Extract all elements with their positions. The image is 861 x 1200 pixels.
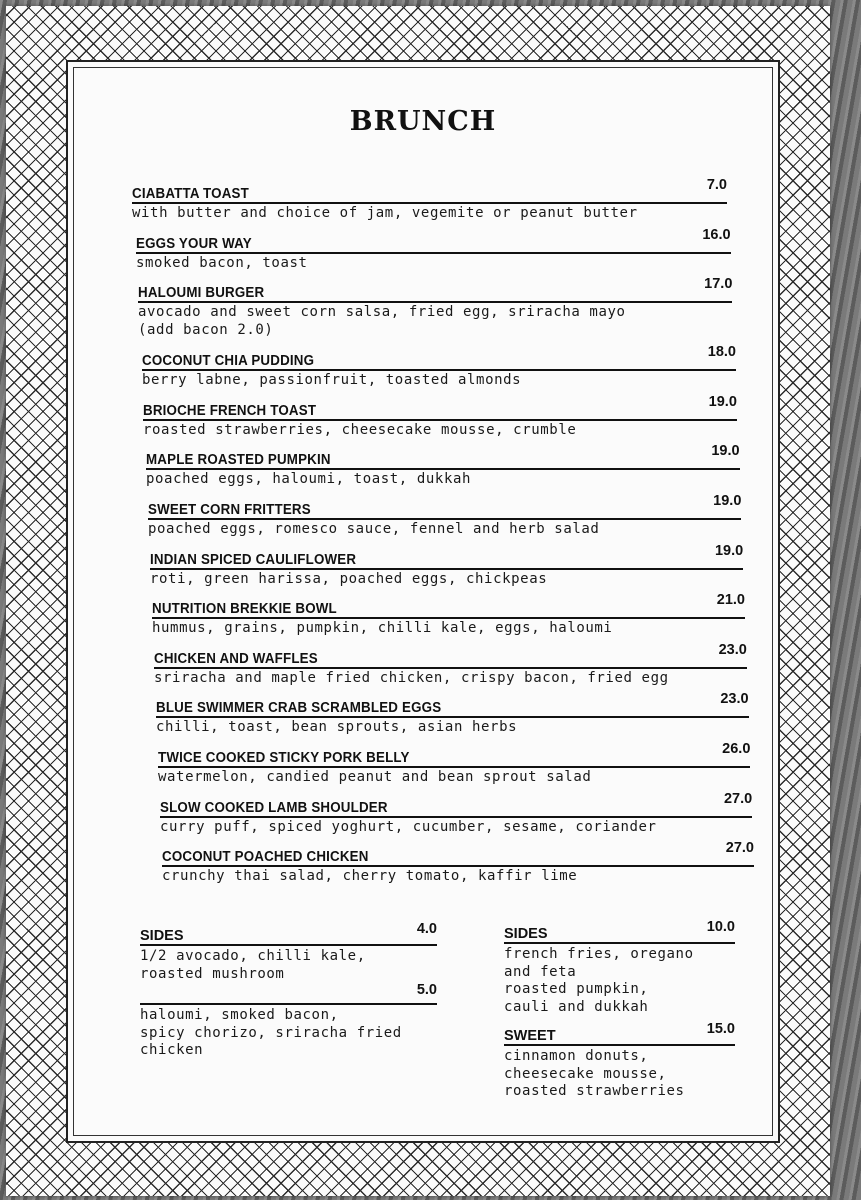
menu-item-name: CHICKEN AND WAFFLES — [154, 650, 318, 667]
menu-item-header — [162, 840, 754, 867]
menu-item-price: 16.0 — [702, 226, 731, 243]
menu-item-description: curry puff, spiced yoghurt, cucumber, sesame, coriander — [160, 818, 657, 835]
menu-item-name: BLUE SWIMMER CRAB SCRAMBLED EGGS — [156, 700, 442, 717]
sides-left-header — [140, 922, 437, 946]
menu-item — [152, 592, 745, 645]
menu-item-description: berry labne, passionfruit, toasted almonds — [142, 372, 522, 389]
menu-item-description: smoked bacon, toast — [136, 254, 308, 271]
menu-item-description: poached eggs, romesco sauce, fennel and herb salad — [148, 520, 600, 537]
menu-item-description: roasted strawberries, cheesecake mousse, crumble — [143, 421, 577, 438]
sides-left-desc-a — [140, 948, 437, 983]
sides-left-divider — [140, 983, 437, 1005]
menu-item-name: SLOW COOKED LAMB SHOULDER — [160, 799, 388, 816]
sides-left-name: SIDES — [140, 928, 184, 944]
menu-item — [160, 790, 753, 844]
desc-line: roasted pumpkin, — [504, 981, 649, 997]
menu-item-header — [156, 691, 749, 718]
sweet-header — [504, 1022, 735, 1046]
desc-line: cheesecake mousse, — [504, 1065, 667, 1082]
menu-item — [156, 691, 749, 744]
menu-item-header — [148, 492, 742, 520]
desc-line: cinnamon donuts, — [504, 1048, 649, 1064]
menu-item-price: 17.0 — [704, 276, 733, 293]
sides-right-price: 10.0 — [706, 919, 735, 935]
menu-item-price: 18.0 — [707, 344, 736, 361]
menu-item-price: 23.0 — [720, 691, 749, 708]
menu-item-header — [160, 790, 753, 818]
menu-item-description: crunchy thai salad, cherry tomato, kaffir lime — [162, 868, 578, 885]
desc-line: haloumi, smoked bacon, — [140, 1007, 339, 1023]
menu-item-price: 7.0 — [706, 177, 727, 193]
desc-line: roasted mushroom — [140, 965, 285, 982]
menu-item-name: MAPLE ROASTED PUMPKIN — [146, 452, 331, 469]
menu-item — [150, 542, 744, 596]
menu-item — [143, 393, 737, 447]
menu-item — [132, 177, 727, 230]
menu-item-description: watermelon, candied peanut and bean sprout salad — [158, 768, 592, 785]
sweet-name: SWEET — [504, 1028, 556, 1044]
menu-item-header — [154, 641, 747, 669]
menu-item-description: with butter and choice of jam, vegemite or peanut butter — [132, 205, 638, 221]
sweet-price: 15.0 — [706, 1021, 735, 1037]
sides-left-price-b: 5.0 — [416, 982, 437, 998]
menu-item — [136, 226, 731, 280]
brunch-items-list — [70, 177, 754, 893]
menu-item-price: 21.0 — [716, 592, 745, 609]
desc-line: 1/2 avocado, chilli kale, — [140, 948, 366, 964]
menu-item-price: 23.0 — [718, 641, 747, 658]
menu-item-price: 19.0 — [711, 443, 740, 460]
desc-line: chicken — [140, 1042, 204, 1058]
sides-right-desc — [504, 946, 735, 1016]
menu-item — [162, 840, 754, 893]
menu-item-header — [150, 542, 744, 570]
menu-item-name: BRIOCHE FRENCH TOAST — [143, 402, 317, 419]
menu-item-header — [138, 276, 733, 303]
menu-item-header — [136, 226, 731, 254]
sides-right-block — [504, 920, 735, 1101]
sides-left-block — [140, 922, 437, 1060]
menu-item-name: COCONUT CHIA PUDDING — [142, 353, 315, 370]
desc-line: cauli and dukkah — [504, 998, 649, 1015]
sides-left-desc-b — [140, 1007, 437, 1060]
menu-item-price: 26.0 — [722, 740, 751, 757]
menu-item-name: INDIAN SPICED CAULIFLOWER — [150, 551, 357, 568]
sides-left-price-a: 4.0 — [416, 921, 437, 937]
menu-item-price: 19.0 — [714, 542, 744, 559]
menu-item-price: 27.0 — [723, 790, 753, 807]
menu-item-price: 19.0 — [708, 393, 737, 410]
menu-item-header — [142, 344, 736, 371]
menu-item-header — [152, 592, 745, 619]
menu-item-description: avocado and sweet corn salsa, fried egg, sriracha mayo — [138, 304, 626, 321]
menu-item — [148, 492, 742, 546]
menu-item-price: 27.0 — [725, 840, 754, 857]
menu-item-description: (add bacon 2.0) — [138, 322, 274, 339]
menu-item-description: poached eggs, haloumi, toast, dukkah — [146, 471, 472, 488]
menu-item-name: HALOUMI BURGER — [138, 285, 265, 302]
menu-item-header — [158, 740, 751, 768]
desc-line: and feta — [504, 963, 577, 980]
menu-item-header — [132, 177, 727, 204]
menu-item — [142, 344, 736, 397]
menu-item-name: NUTRITION BREKKIE BOWL — [152, 601, 337, 618]
menu-item-description: roti, green harissa, poached eggs, chickpeas — [150, 570, 548, 587]
menu-item-name: TWICE COOKED STICKY PORK BELLY — [158, 749, 410, 766]
menu-item — [138, 276, 733, 347]
desc-line: roasted strawberries — [504, 1083, 685, 1099]
menu-item-name: SWEET CORN FRITTERS — [148, 501, 311, 518]
menu-item-header — [146, 443, 740, 470]
sweet-desc — [504, 1048, 735, 1101]
menu-item — [146, 443, 740, 496]
menu-item — [154, 641, 747, 695]
menu-item-description: sriracha and maple fried chicken, crispy bacon, fried egg — [154, 669, 669, 686]
menu-item-name: COCONUT POACHED CHICKEN — [162, 849, 369, 866]
menu-item-name: EGGS YOUR WAY — [136, 235, 252, 252]
menu-title: BRUNCH — [349, 106, 497, 137]
desc-line: spicy chorizo, sriracha fried — [140, 1024, 402, 1041]
menu-item — [158, 740, 751, 794]
menu-item-price: 19.0 — [713, 492, 742, 509]
menu-item-header — [143, 393, 737, 421]
sides-right-header — [504, 920, 735, 944]
menu-item-description: hummus, grains, pumpkin, chilli kale, eggs, haloumi — [152, 620, 613, 637]
menu-item-name: CIABATTA TOAST — [132, 186, 249, 202]
menu-item-description: chilli, toast, bean sprouts, asian herbs — [156, 719, 518, 736]
sides-right-name: SIDES — [504, 926, 548, 942]
desc-line: french fries, oregano — [504, 946, 694, 962]
